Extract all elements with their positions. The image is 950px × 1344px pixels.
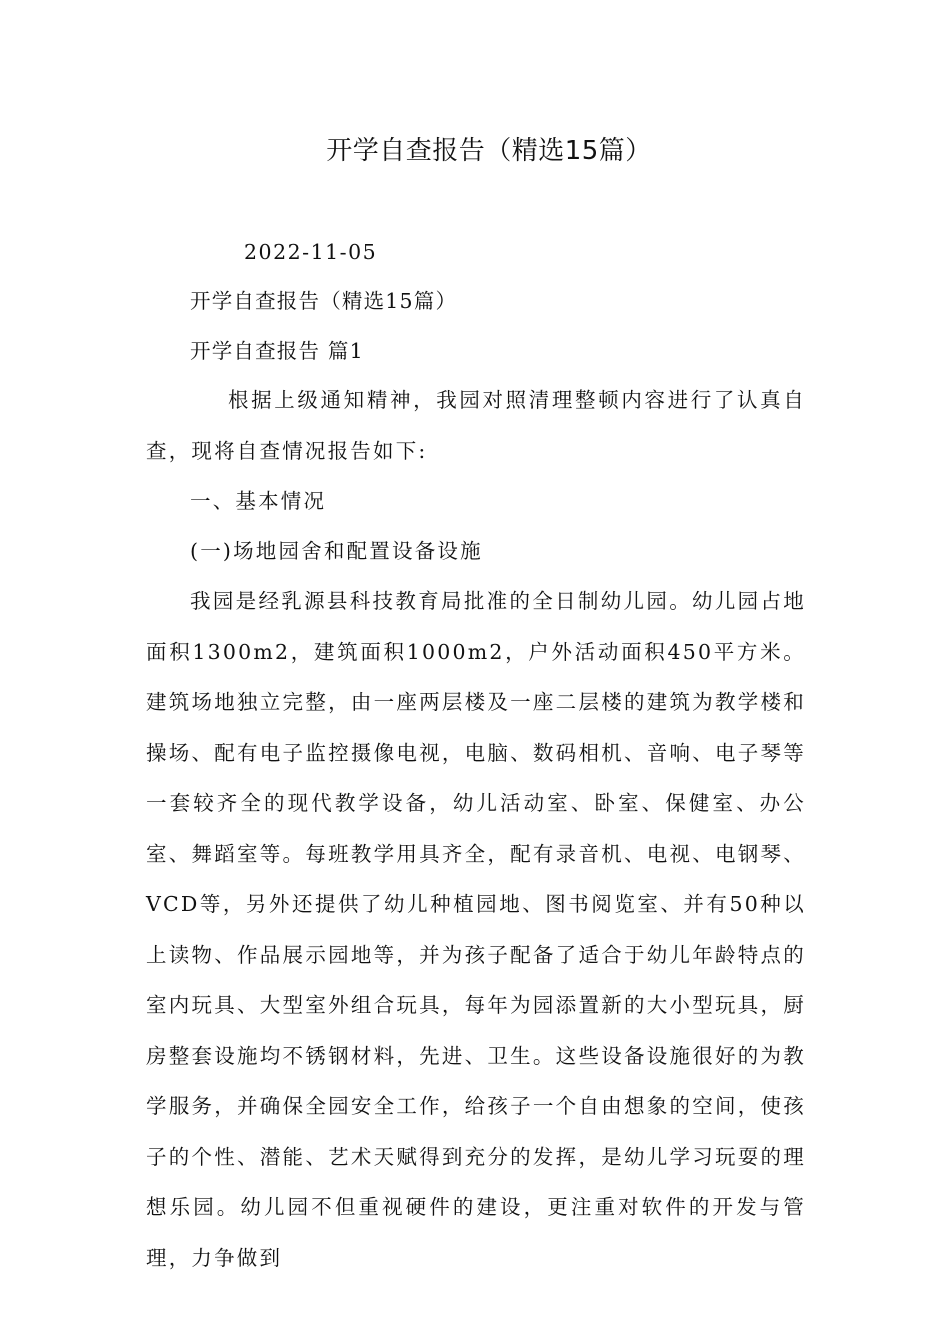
subsection-heading: (一)场地园舍和配置设备设施 [190,539,483,563]
body-paragraph: 我园是经乳源县科技教育局批准的全日制幼儿园。幼儿园占地面积1300m2，建筑面积1000m2，户外活动面积450平方米。建筑场地独立完整，由一座两层楼及一座二层楼的建筑为教学楼和操场、配有电子监控摄像电视，电脑、数码相机、音响、电子琴等一套较齐全的现代教学设备，幼儿活动室、卧室、保健室、办公室、舞蹈室等。每班教学用具齐全，配有录音机、电视、电钢琴、VCD等，另外还提供了幼儿种植园地、图书阅览室、并有50种以上读物、作品展示园地等，并为孩子配备了适合于幼儿年龄特点的室内玩具、大型室外组合玩具，每年为园添置新的大小型玩具，厨房整套设施均不锈钢材料，先进、卫生。这些设备设施很好的为教学服务，并确保全园安全工作，给孩子一个自由想象的空间，使孩子的个性、潜能、艺术天赋得到充分的发挥，是幼儿学习玩耍的理想乐园。幼儿园不但重视硬件的建设，更注重对软件的开发与管理，力争做到 [146,589,806,1270]
part-title: 开学自查报告 篇1 [190,339,364,363]
intro-paragraph: 根据上级通知精神，我园对照清理整顿内容进行了认真自查，现将自查情况报告如下: [146,388,806,463]
document-title: 开学自查报告（精选15篇） [326,136,652,166]
document-date: 2022-11-05 [244,240,378,264]
document-subtitle: 开学自查报告（精选15篇） [190,289,458,313]
section-heading: 一、基本情况 [190,489,327,513]
